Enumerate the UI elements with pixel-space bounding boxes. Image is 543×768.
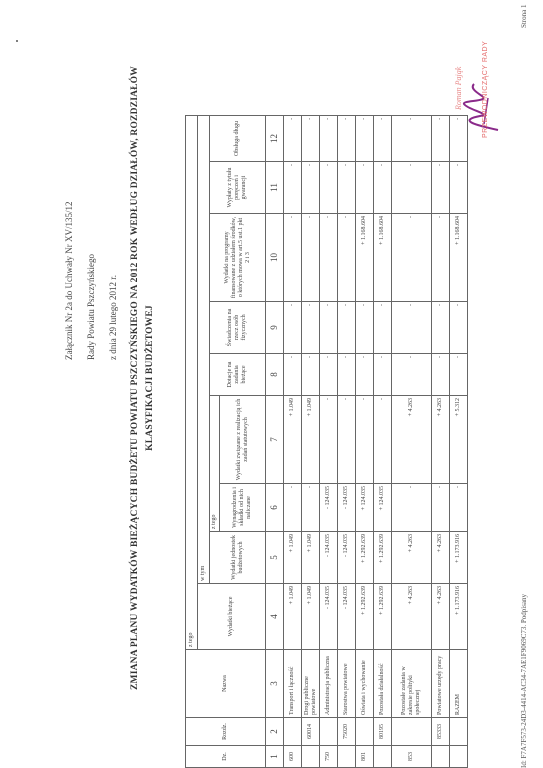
col-wynagrodzenia: Wynagrodzenia i składki od nich naliczane	[220, 484, 266, 532]
cell-nazwa: Drogi publiczne powiatowe	[302, 650, 320, 718]
index-cell: 12	[266, 115, 284, 161]
cell-c4: + 4.263	[432, 584, 450, 650]
cell-c5: + 1.049	[302, 532, 320, 584]
col-dotacje: Dotacje na zadania bieżące	[210, 354, 266, 396]
cell-c6: + 124.035	[356, 484, 374, 532]
cell-c12: -	[432, 115, 450, 161]
cell-c9: -	[284, 302, 302, 354]
cell-c4: + 1.173.916	[450, 584, 468, 650]
index-cell: 10	[266, 214, 284, 302]
cell-c10: -	[320, 214, 338, 302]
col-swiadczenia: Świadczenia na rzecz osób fizycznych	[210, 302, 266, 354]
col-dz: Dz.	[186, 746, 266, 768]
attachment-header	[58, 0, 124, 360]
cell-dz: 600	[284, 746, 302, 768]
cell-c10: -	[302, 214, 320, 302]
col-wyplaty: Wypłaty z tytułu poręczeń i gwarancji	[210, 162, 266, 214]
cell-c12: -	[392, 115, 432, 161]
cell-rozdz	[284, 718, 302, 746]
cell-dz: 853	[392, 746, 432, 768]
cell-c10: -	[432, 214, 450, 302]
index-cell: 4	[266, 584, 284, 650]
index-cell: 3	[266, 650, 284, 718]
cell-c4: - 124.035	[320, 584, 338, 650]
cell-c9: -	[320, 302, 338, 354]
cell-c6: + 124.035	[374, 484, 392, 532]
cell-c9: -	[374, 302, 392, 354]
cell-c12: -	[356, 115, 374, 161]
document-title	[128, 18, 158, 738]
cell-c8: -	[284, 354, 302, 396]
cell-c5: - 124.035	[320, 532, 338, 584]
index-cell: 1	[266, 746, 284, 768]
cell-c8: -	[374, 354, 392, 396]
cell-nazwa: Oświata i wychowanie	[356, 650, 374, 718]
cell-c10: + 1.168.604	[356, 214, 374, 302]
stamp-institution: PRZEWODNICZĄCY RADY	[482, 40, 489, 138]
cell-c7: + 4.263	[392, 396, 432, 484]
cell-rozdz: 80195	[374, 718, 392, 746]
cell-rozdz: 85333	[432, 718, 450, 746]
cell-c11: -	[432, 162, 450, 214]
cell-nazwa: RAZEM	[450, 650, 468, 718]
cell-nazwa: Pozostała działalność	[374, 650, 392, 718]
cell-c6: - 124.035	[338, 484, 356, 532]
cell-c10: -	[338, 214, 356, 302]
cell-c6: -	[450, 484, 468, 532]
col-rozdz: Rozdz.	[186, 718, 266, 746]
cell-c9: -	[392, 302, 432, 354]
title-line-2: KLASYFIKACJI BUDŻETOWEJ	[145, 305, 155, 451]
title-line-1: ZMIANA PLANU WYDATKÓW BIEŻĄCYCH BUDŻETU POWIATU PSZCZYŃSKIEGO NA 2012 ROK WEDŁUG DZIAŁÓW, ROZDZIAŁÓW	[130, 66, 140, 690]
cell-c10: + 1.168.604	[450, 214, 468, 302]
table-row	[374, 115, 392, 767]
cell-rozdz	[392, 718, 432, 746]
table-row	[320, 115, 338, 767]
cell-c11: -	[450, 162, 468, 214]
budget-table-body	[284, 115, 468, 767]
document-id: Id: F7A7F573-24D3-4414-AC34-7AE1F9069C73. Podpisany	[520, 593, 528, 768]
budget-table	[185, 115, 468, 768]
cell-c7: + 1.049	[302, 396, 320, 484]
cell-c4: + 1.292.639	[374, 584, 392, 650]
page-number: Strona 1	[520, 4, 528, 28]
cell-c8: -	[320, 354, 338, 396]
cell-c8: -	[338, 354, 356, 396]
index-cell: 8	[266, 354, 284, 396]
cell-c4: + 1.049	[302, 584, 320, 650]
cell-dz	[432, 746, 450, 768]
cell-c7: -	[320, 396, 338, 484]
cell-c11: -	[284, 162, 302, 214]
cell-c9: -	[432, 302, 450, 354]
table-row	[356, 115, 374, 767]
cell-c8: -	[356, 354, 374, 396]
cell-c8: -	[302, 354, 320, 396]
cell-c5: - 124.035	[338, 532, 356, 584]
cell-c7: -	[356, 396, 374, 484]
cell-dz	[374, 746, 392, 768]
chairman-stamp	[450, 18, 530, 138]
cell-c12: -	[338, 115, 356, 161]
cell-c12: -	[302, 115, 320, 161]
cell-nazwa: Transport i łączność	[284, 650, 302, 718]
cell-c9: -	[450, 302, 468, 354]
cell-c5: + 4.263	[392, 532, 432, 584]
cell-c6: -	[392, 484, 432, 532]
header-line-1: Załącznik Nr 2a do Uchwały Nr XV/135/12	[64, 201, 74, 360]
column-index-row	[266, 115, 284, 767]
table-row	[284, 115, 302, 767]
cell-c7: + 5.312	[450, 396, 468, 484]
col-w-tym: w tym	[198, 115, 210, 583]
cell-c10: + 1.168.604	[374, 214, 392, 302]
header-line-3: z dnia 29 lutego 2012 r.	[108, 275, 118, 360]
cell-rozdz	[320, 718, 338, 746]
cell-nazwa: Pozostałe zadania w zakresie polityki społecznej	[392, 650, 432, 718]
cell-c7: -	[374, 396, 392, 484]
col-wydatki-jednostek: Wydatki jednostek budżetowych	[210, 532, 266, 584]
cell-c6: -	[284, 484, 302, 532]
cell-c5: + 1.173.916	[450, 532, 468, 584]
index-cell: 7	[266, 396, 284, 484]
cell-dz: 801	[356, 746, 374, 768]
cell-c7: -	[338, 396, 356, 484]
table-row	[432, 115, 450, 767]
col-wydatki-zwiazane: Wydatki związane z realizacją ich zadań statutowych	[220, 396, 266, 484]
cell-c4: - 124.035	[338, 584, 356, 650]
cell-rozdz: 75020	[338, 718, 356, 746]
cell-c11: -	[392, 162, 432, 214]
cell-c12: -	[284, 115, 302, 161]
table-row	[392, 115, 432, 767]
cell-nazwa: Starostwa powiatowe	[338, 650, 356, 718]
cell-dz: 750	[320, 746, 338, 768]
cell-rozdz	[356, 718, 374, 746]
col-nazwa: Nazwa	[186, 650, 266, 718]
col-z-tego: z tego	[186, 115, 198, 649]
cell-c5: + 1.049	[284, 532, 302, 584]
cell-c9: -	[302, 302, 320, 354]
cell-c11: -	[338, 162, 356, 214]
table-row	[302, 115, 320, 767]
index-cell: 2	[266, 718, 284, 746]
cell-dz	[450, 746, 468, 768]
cell-c8: -	[392, 354, 432, 396]
table-row	[338, 115, 356, 767]
cell-c5: + 1.292.639	[356, 532, 374, 584]
cell-c12: -	[320, 115, 338, 161]
cell-c11: -	[302, 162, 320, 214]
cell-c4: + 4.263	[392, 584, 432, 650]
cell-c8: -	[432, 354, 450, 396]
cell-c5: + 1.292.639	[374, 532, 392, 584]
cell-dz	[302, 746, 320, 768]
cell-c12: -	[450, 115, 468, 161]
cell-rozdz	[450, 718, 468, 746]
col-z-tego-2: z tego	[210, 396, 220, 532]
header-line-2: Rady Powiatu Pszczyńskiego	[86, 254, 96, 360]
cell-c11: -	[374, 162, 392, 214]
cell-c9: -	[338, 302, 356, 354]
cell-c6: - 124.035	[320, 484, 338, 532]
cell-nazwa: Administracja publiczna	[320, 650, 338, 718]
cell-c7: + 4.263	[432, 396, 450, 484]
index-cell: 11	[266, 162, 284, 214]
col-wydatki-programy: Wydatki na programy finansowane z udziałem środków, o których mowa w art.5 ust.1 pkt 2 i 3	[210, 214, 266, 302]
cell-c8: -	[450, 354, 468, 396]
cell-c11: -	[356, 162, 374, 214]
cell-dz	[338, 746, 356, 768]
table-row	[450, 115, 468, 767]
cell-c4: + 1.292.639	[356, 584, 374, 650]
index-cell: 9	[266, 302, 284, 354]
col-obsluga: Obsługa długu	[210, 115, 266, 161]
cell-c12: -	[374, 115, 392, 161]
cell-c10: -	[284, 214, 302, 302]
cell-rozdz: 60014	[302, 718, 320, 746]
cell-c7: + 1.049	[284, 396, 302, 484]
cell-c6: -	[302, 484, 320, 532]
cell-c6: -	[432, 484, 450, 532]
stamp-name: Roman Pająk	[454, 66, 463, 110]
cell-c11: -	[320, 162, 338, 214]
cell-c9: -	[356, 302, 374, 354]
cell-nazwa: Powiatowe urzędy pracy	[432, 650, 450, 718]
index-cell: 5	[266, 532, 284, 584]
index-cell: 6	[266, 484, 284, 532]
cell-c4: + 1.049	[284, 584, 302, 650]
col-wydatki-biezace: Wydatki bieżące	[198, 584, 266, 650]
cell-c10: -	[392, 214, 432, 302]
cell-c5: + 4.263	[432, 532, 450, 584]
